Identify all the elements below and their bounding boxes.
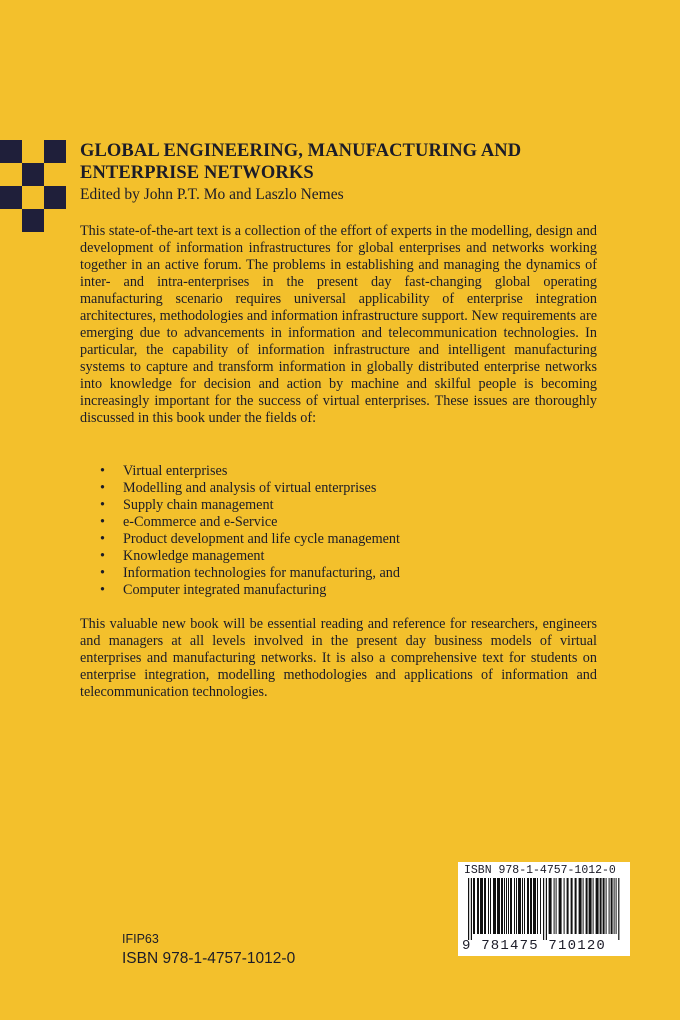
barcode-bar xyxy=(586,878,588,934)
closing-paragraph: This valuable new book will be essential reading and reference for researchers, engineers and managers at all levels involved in the present day business models of virtual enterprises and manufacturing networks. It is also a comprehensive text for students on enterprise integration, modelling methodologies and applications of information and telecommunication technologies. xyxy=(80,616,597,700)
field-item xyxy=(100,548,400,565)
bullet-icon: • xyxy=(100,480,105,496)
field-item-label: Computer integrated manufacturing xyxy=(123,582,327,598)
barcode-bar xyxy=(516,878,517,934)
bullet-icon: • xyxy=(100,582,105,598)
barcode-bar xyxy=(579,878,582,934)
isbn-text: ISBN 978-1-4757-1012-0 xyxy=(122,950,296,967)
barcode-bar xyxy=(514,878,515,934)
barcode-bar xyxy=(609,878,610,934)
barcode-bar xyxy=(575,878,577,934)
barcode-bar xyxy=(473,878,475,934)
field-item xyxy=(100,582,400,599)
barcode-bar xyxy=(533,878,536,934)
barcode-bar xyxy=(524,878,525,934)
bullet-icon: • xyxy=(100,463,105,479)
barcode-bar xyxy=(501,878,503,934)
field-item-label: Product development and life cycle management xyxy=(123,531,400,547)
barcode-bar xyxy=(477,878,479,934)
bullet-icon: • xyxy=(100,565,105,581)
barcode-bar xyxy=(468,878,469,940)
barcode-bar xyxy=(616,878,617,934)
barcode-bar xyxy=(549,878,552,934)
barcode-bar xyxy=(600,878,602,934)
barcode-bar xyxy=(571,878,573,934)
field-item xyxy=(100,565,400,582)
barcode-digits: 9 781475 710120 xyxy=(462,938,607,954)
book-title: GLOBAL ENGINEERING, MANUFACTURING AND ENTERPRISE NETWORKS xyxy=(80,141,522,183)
field-item xyxy=(100,514,400,531)
barcode-bar xyxy=(518,878,521,934)
barcode-bar xyxy=(540,878,541,934)
barcode-bar xyxy=(546,878,547,940)
barcode-bar xyxy=(471,878,472,940)
field-item xyxy=(100,463,400,480)
barcode-bar xyxy=(589,878,592,934)
barcode-bar xyxy=(556,878,557,934)
series-code: IFIP63 xyxy=(122,932,159,946)
intro-paragraph: This state-of-the-art text is a collection of the effort of experts in the modelling, design and development of information infrastructures for global enterprises and networks working together in an active forum. The problems in establishing and managing the dynamics of inter- and intra-enterprises in the present day fast-changing global operating manufacturing scenario requires universal applicability of enterprise integration architectures, methodologies and information infrastructure support. New requirements are emerging due to advancements in information and telecommunication technologies. In particular, the capability of information infrastructure and intelligent manufacturing systems to capture and transform information in globally distributed enterprise networks into knowledge for decision and action by machine and skilful people is becoming increasingly important for the success of virtual enterprises. These issues are thoroughly discussed in this book under the fields of: xyxy=(80,223,597,426)
barcode-bar xyxy=(614,878,615,934)
field-item-label: Knowledge management xyxy=(123,548,265,564)
barcode-bar xyxy=(554,878,555,934)
bullet-icon: • xyxy=(100,497,105,513)
barcode-bar xyxy=(611,878,613,934)
bullet-icon: • xyxy=(100,548,105,564)
barcode-bar xyxy=(488,878,489,934)
barcode-bars xyxy=(466,878,624,940)
barcode-bar xyxy=(559,878,562,934)
barcode-isbn-label: ISBN 978-1-4757-1012-0 xyxy=(464,864,616,877)
barcode-bar xyxy=(530,878,532,934)
barcode-bar xyxy=(522,878,523,934)
barcode-bar xyxy=(490,878,491,934)
barcode-bar xyxy=(618,878,619,940)
field-item xyxy=(100,531,400,548)
barcode-bar xyxy=(596,878,599,934)
barcode-bar xyxy=(564,878,565,934)
barcode-bar xyxy=(506,878,507,934)
barcode-bar xyxy=(508,878,509,934)
barcode-bar xyxy=(537,878,538,934)
barcode-bar xyxy=(606,878,607,934)
barcode-bar xyxy=(497,878,500,934)
barcode-bar xyxy=(567,878,569,934)
barcode-bar xyxy=(527,878,529,934)
editors-line: Edited by John P.T. Mo and Laszlo Nemes xyxy=(80,186,344,203)
barcode-bar xyxy=(484,878,486,934)
fields-list xyxy=(100,463,400,599)
field-item-label: Virtual enterprises xyxy=(123,463,228,479)
barcode-bar xyxy=(583,878,584,934)
checkerboard-logo xyxy=(0,140,66,232)
barcode-bar xyxy=(504,878,505,934)
field-item xyxy=(100,497,400,514)
barcode-bar xyxy=(543,878,544,940)
field-item-label: Modelling and analysis of virtual enterprises xyxy=(123,480,377,496)
barcode-bar xyxy=(510,878,512,934)
bullet-icon: • xyxy=(100,531,105,547)
barcode-bar xyxy=(480,878,483,934)
barcode xyxy=(458,862,630,956)
field-item-label: Supply chain management xyxy=(123,497,274,513)
bullet-icon: • xyxy=(100,514,105,530)
barcode-bar xyxy=(493,878,496,934)
field-item-label: Information technologies for manufacturing, and xyxy=(123,565,400,581)
barcode-bar xyxy=(593,878,594,934)
barcode-bar xyxy=(603,878,605,934)
field-item-label: e-Commerce and e-Service xyxy=(123,514,278,530)
field-item xyxy=(100,480,400,497)
